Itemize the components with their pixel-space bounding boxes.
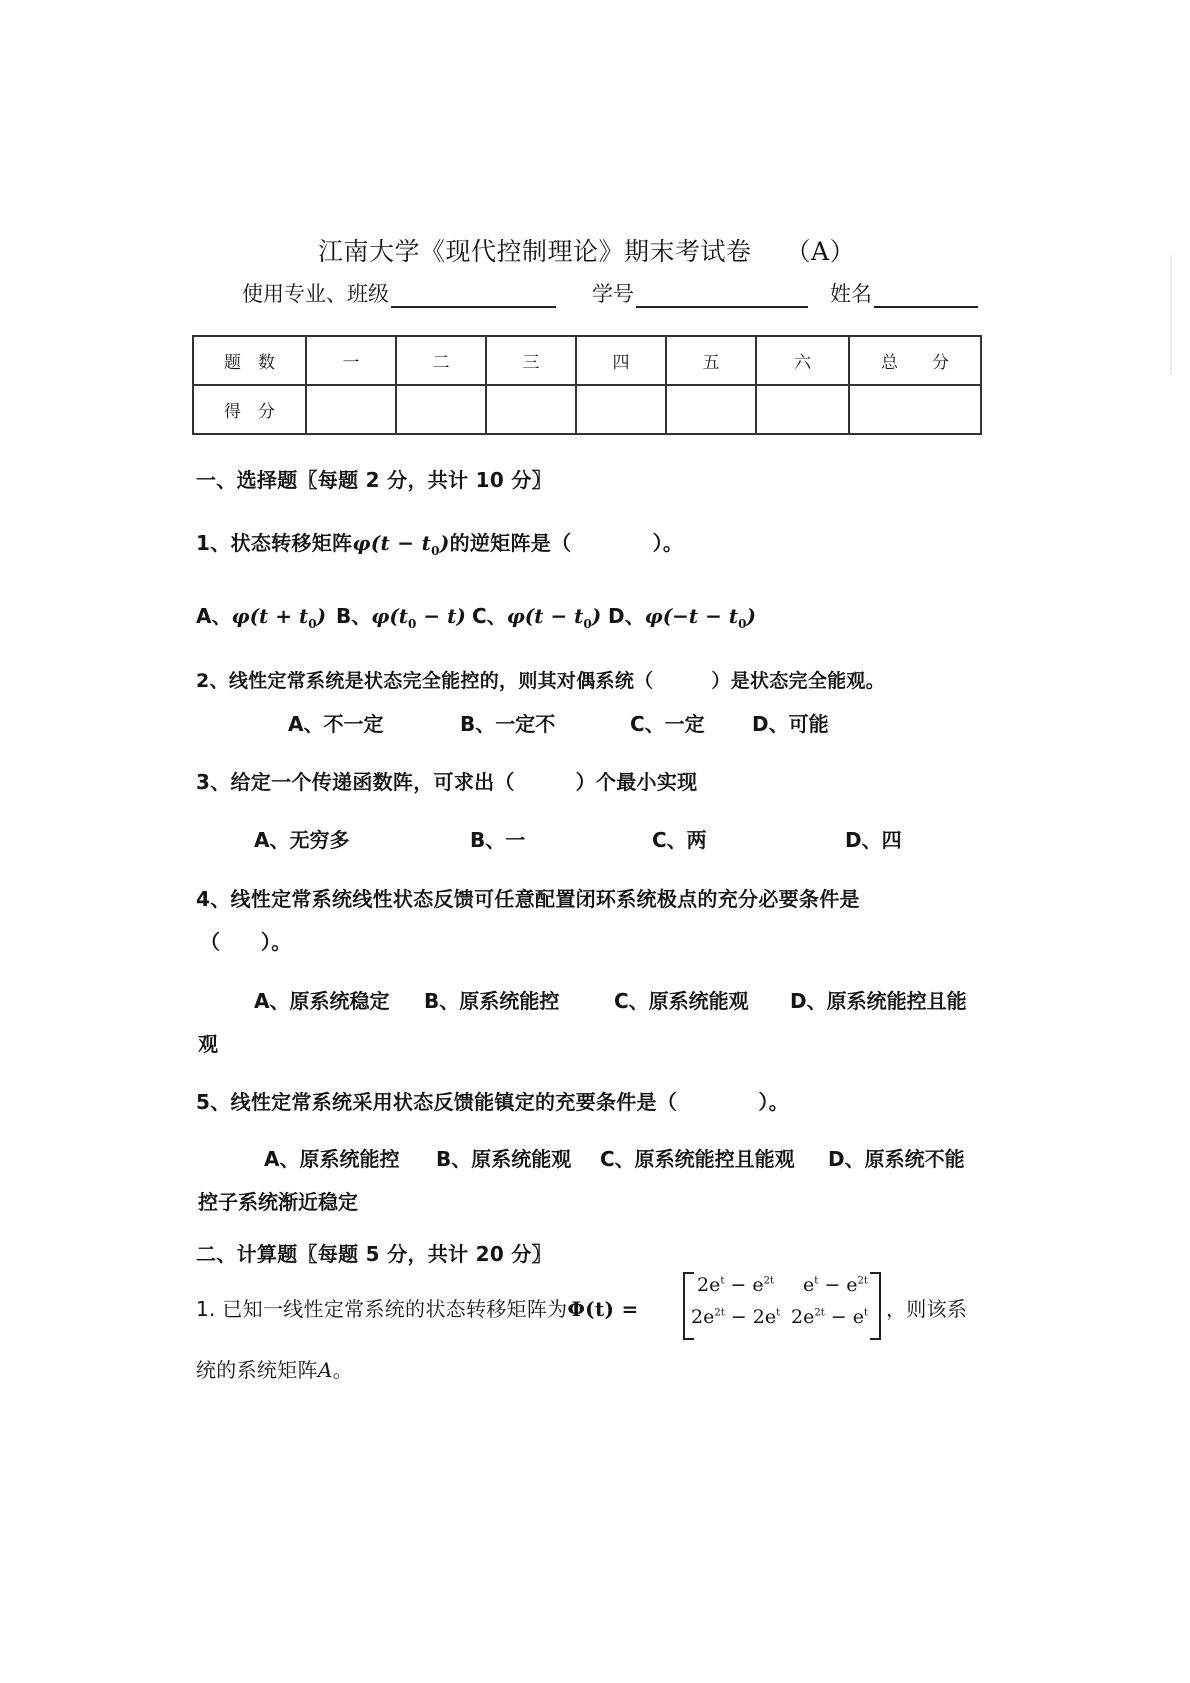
state-transition-matrix — [683, 1272, 881, 1338]
question-5-option-b[interactable]: B、原系统能观 — [436, 1147, 572, 1171]
term: 2e — [691, 1306, 715, 1328]
question-number-label: 题 数 — [193, 336, 306, 385]
calc-question-1-after: ，则该系 — [886, 1297, 968, 1321]
question-2: 2、线性定常系统是状态完全能控的，则其对偶系统（ ）是状态完全能观。 — [196, 670, 886, 692]
title-text: 江南大学《现代控制理论》期末考试卷 — [318, 237, 752, 266]
math-close: ) — [591, 604, 602, 628]
question-5-option-a[interactable]: A、原系统能控 — [264, 1147, 400, 1171]
question-3-option-c[interactable]: C、两 — [652, 828, 707, 852]
exponent: 2t — [857, 1275, 868, 1287]
option-label: A、 — [196, 604, 232, 628]
question-5-option-d[interactable]: D、原系统不能 — [828, 1147, 965, 1171]
matrix-variable: A — [317, 1358, 333, 1382]
math-expr: φ(−t − t — [644, 604, 739, 628]
score-cell[interactable] — [306, 385, 396, 434]
question-4-option-b[interactable]: B、原系统能控 — [424, 989, 560, 1013]
question-1 — [196, 527, 683, 558]
exponent: 2t — [814, 1307, 825, 1319]
term: − e — [818, 1274, 858, 1296]
question-1-option-b[interactable] — [336, 600, 466, 631]
option-math — [371, 604, 466, 631]
question-4-option-continuation: 观 — [198, 1032, 218, 1056]
question-1-math — [352, 531, 450, 558]
question-5: 5、线性定常系统采用状态反馈能镇定的充要条件是（ ）。 — [196, 1090, 789, 1114]
math-close: ) — [439, 531, 450, 555]
math-expr: φ(t + t — [231, 604, 309, 628]
question-4-continuation: （ ）。 — [200, 930, 292, 954]
question-1-option-a[interactable] — [196, 600, 326, 631]
calc-question-1-continuation — [196, 1354, 353, 1383]
math-expr: φ(t − t — [352, 531, 432, 555]
question-3-option-b[interactable]: B、一 — [470, 828, 526, 852]
exponent: t — [720, 1275, 725, 1287]
term: − e — [724, 1274, 764, 1296]
column-header: 二 — [396, 336, 486, 385]
math-expr: φ(t − t — [506, 604, 584, 628]
exponent: t — [814, 1275, 819, 1287]
column-header: 四 — [576, 336, 666, 385]
major-class-field — [242, 278, 556, 308]
term: 2e — [791, 1306, 815, 1328]
score-label: 得 分 — [193, 385, 306, 434]
math-close: ) — [316, 604, 327, 628]
question-4: 4、线性定常系统线性状态反馈可任意配置闭环系统极点的充分必要条件是 — [196, 887, 860, 911]
question-1-suffix: 的逆矩阵是（ ）。 — [449, 531, 684, 555]
question-1-option-d[interactable] — [608, 600, 756, 631]
calc-question-1-prefix: 1. 已知一线性定常系统的状态转移矩阵为 — [196, 1297, 568, 1321]
section-heading-choice: 一、选择题〖每题 2 分，共计 10 分〗 — [196, 468, 552, 492]
term: 2e — [697, 1274, 721, 1296]
question-5-option-continuation: 控子系统渐近稳定 — [198, 1190, 358, 1214]
question-1-option-c[interactable] — [472, 600, 601, 631]
option-label: B、 — [336, 604, 372, 628]
student-id-label: 学号 — [592, 282, 634, 306]
matrix-cell-21 — [691, 1306, 780, 1328]
matrix-cell-22 — [791, 1306, 868, 1328]
question-3-option-a[interactable]: A、无穷多 — [254, 828, 350, 852]
question-2-option-a[interactable]: A、不一定 — [288, 712, 384, 736]
question-1-prefix: 1、状态转移矩阵 — [196, 531, 353, 555]
column-header: 五 — [666, 336, 756, 385]
exponent: t — [863, 1307, 869, 1319]
math-subscript: 0 — [308, 617, 317, 631]
term: − 2e — [724, 1306, 777, 1328]
score-cell[interactable] — [396, 385, 486, 434]
math-subscript: 0 — [738, 617, 747, 631]
question-4-option-d[interactable]: D、原系统能控且能 — [790, 989, 967, 1013]
option-label: D、 — [608, 604, 645, 628]
name-label: 姓名 — [830, 282, 872, 306]
option-math — [231, 604, 327, 631]
matrix-cell-11 — [697, 1274, 774, 1296]
major-class-blank[interactable] — [391, 286, 556, 308]
phi-function: Φ(t) = — [567, 1297, 639, 1321]
right-bracket — [870, 1272, 881, 1340]
exponent: t — [776, 1307, 781, 1319]
option-math — [506, 604, 602, 631]
math-subscript: 0 — [583, 617, 592, 631]
score-table — [192, 335, 982, 435]
option-label: C、 — [472, 604, 507, 628]
name-blank[interactable] — [874, 286, 978, 308]
matrix-cell-12 — [803, 1274, 868, 1296]
major-class-label: 使用专业、班级 — [242, 282, 389, 306]
question-2-option-d[interactable]: D、可能 — [752, 712, 829, 736]
question-4-option-a[interactable]: A、原系统稳定 — [254, 989, 390, 1013]
exam-title — [318, 232, 855, 268]
question-3: 3、给定一个传递函数阵，可求出（ ）个最小实现 — [196, 770, 698, 794]
column-header: 六 — [756, 336, 849, 385]
paper-version: （A） — [785, 237, 856, 266]
continuation-text: 统的系统矩阵 — [196, 1358, 318, 1382]
total-score-cell[interactable] — [849, 385, 981, 434]
question-2-option-c[interactable]: C、一定 — [630, 712, 705, 736]
question-3-option-d[interactable]: D、四 — [845, 828, 902, 852]
term: − e — [824, 1306, 864, 1328]
section-heading-calculation: 二、计算题〖每题 5 分，共计 20 分〗 — [196, 1242, 552, 1266]
name-field — [830, 278, 978, 308]
column-header: 一 — [306, 336, 396, 385]
exponent: 2t — [763, 1275, 775, 1287]
math-close: ) — [746, 604, 756, 628]
table-score-row — [193, 385, 981, 434]
score-cell[interactable] — [666, 385, 756, 434]
calc-question-1 — [196, 1293, 639, 1322]
exponent: 2t — [714, 1307, 725, 1319]
question-4-option-c[interactable]: C、原系统能观 — [614, 989, 749, 1013]
math-close: − t) — [416, 604, 466, 628]
math-subscript: 0 — [408, 617, 417, 631]
option-math — [644, 604, 756, 631]
term: e — [803, 1274, 815, 1296]
score-cell[interactable] — [756, 385, 849, 434]
scan-artifact — [1170, 255, 1172, 375]
question-2-option-b[interactable]: B、一定不 — [460, 712, 556, 736]
math-expr: φ(t — [371, 604, 409, 628]
score-cell[interactable] — [576, 385, 666, 434]
student-id-field — [592, 278, 808, 308]
question-5-option-c[interactable]: C、原系统能控且能观 — [600, 1147, 795, 1171]
math-subscript: 0 — [431, 544, 440, 558]
score-cell[interactable] — [486, 385, 576, 434]
period: 。 — [332, 1358, 353, 1382]
total-score-label: 总 分 — [849, 336, 981, 385]
column-header: 三 — [486, 336, 576, 385]
student-id-blank[interactable] — [636, 286, 808, 308]
table-header-row — [193, 336, 981, 385]
